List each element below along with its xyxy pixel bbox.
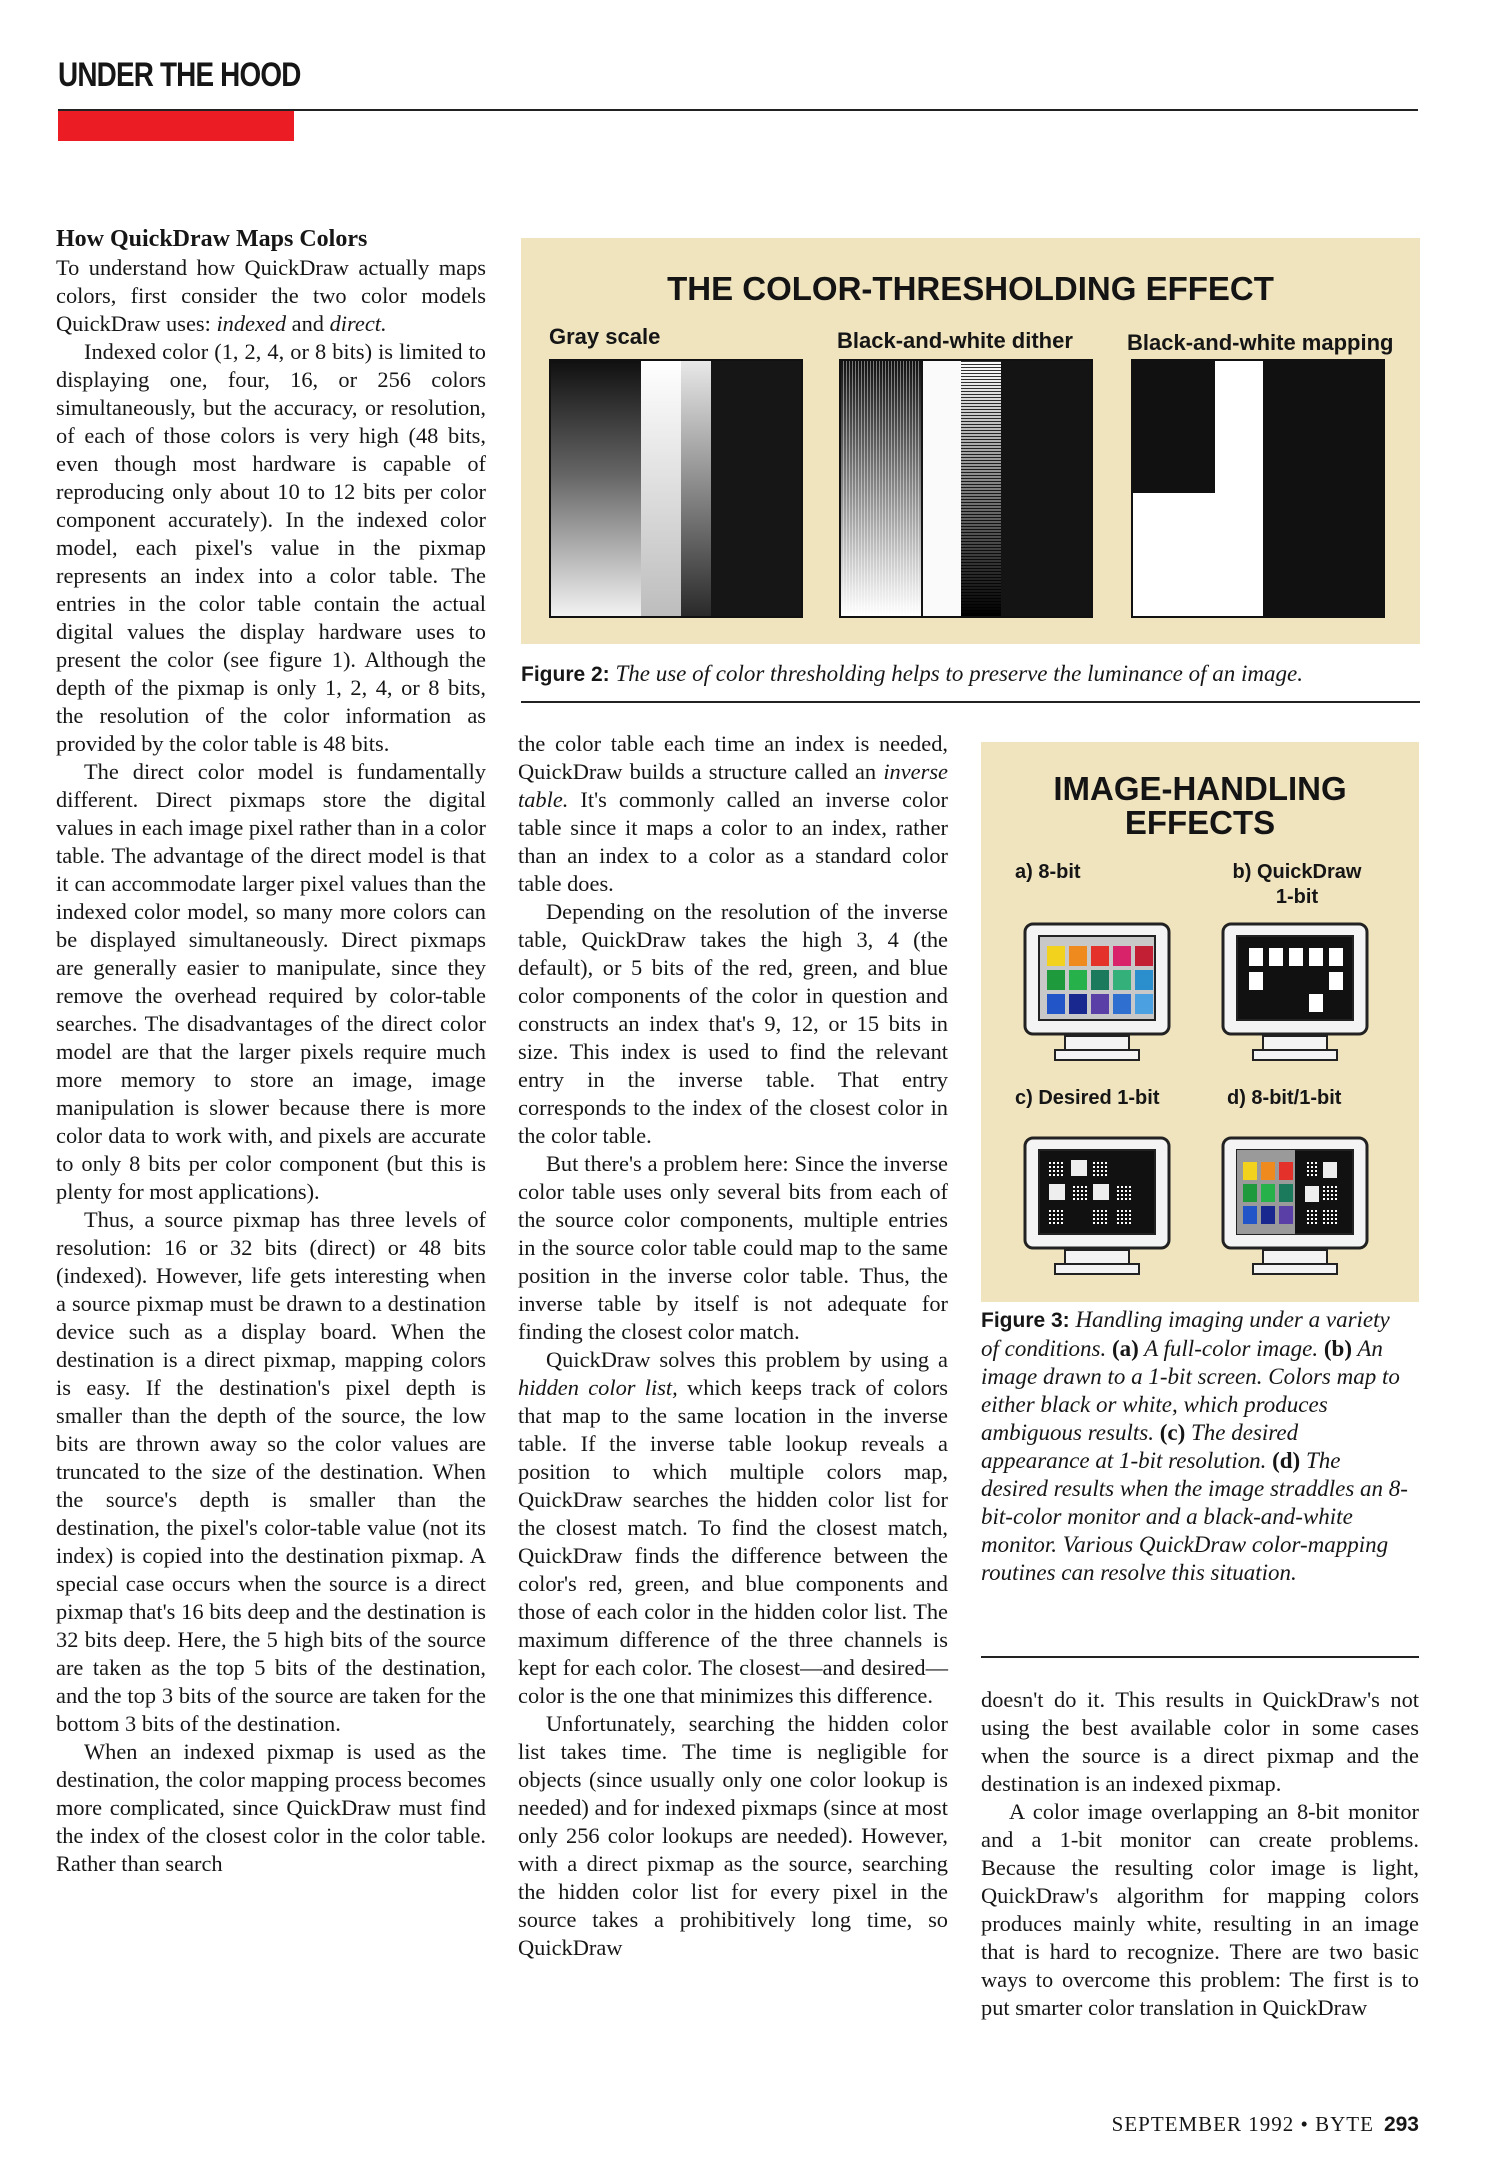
figure-3-caption: Figure 3: Handling imaging under a variety of conditions. (a) A full-color image. (b) An image drawn to a 1-bit screen. Colors map to either black or white, which produces ambiguous results. (c) The desired appearance at 1-bit resolution. (d) The desired results when the image straddles an 8-bit-color monitor and a black-and-white monitor. Various QuickDraw color-mapping routines can resolve this situation. bbox=[981, 1307, 1408, 1585]
color-swatch bbox=[1243, 1206, 1257, 1224]
paragraph: the color table each time an index is needed, QuickDraw builds a structure called an inverse table. It's commonly called an inverse color table since it maps a color to an index, rather than an index to a color as a standard color table does. bbox=[518, 731, 948, 896]
monitor-quickdraw-1-bit bbox=[1219, 916, 1371, 1066]
figure-2-caption: Figure 2: The use of color thresholding helps to preserve the luminance of an image. bbox=[521, 661, 1303, 686]
paragraph: QuickDraw solves this problem by using a hidden color list, which keeps track of colors that map to the same location in the inverse table. If the inverse table lookup reveals a position to which multiple colors map, QuickDraw searches the hidden color list for the closest match. To find the closest match, QuickDraw finds the difference between the color's red, green, and blue components and those of each color in the hidden color list. The maximum difference of the three channels is kept for each color. The closest—and desired—color is the one that minimizes this difference. bbox=[518, 1347, 948, 1708]
gray-scale-panel bbox=[549, 359, 803, 618]
monitor-8-bit bbox=[1021, 916, 1173, 1066]
color-swatch bbox=[1261, 1162, 1275, 1180]
paragraph: doesn't do it. This results in QuickDraw's not using the best available color in some cases when the source is a direct pixmap and the destination is an indexed pixmap. bbox=[981, 1687, 1419, 1796]
paragraph: A color image overlapping an 8-bit monitor and a 1-bit monitor can create problems. Because the resulting color image is light, QuickDraw's algorithm for mapping colors produces mainly white, resulting in an image that is hard to recognize. There are two basic ways to overcome this problem: The first is to put smarter color translation in QuickDraw bbox=[981, 1799, 1419, 2020]
monitor-desired-1-bit bbox=[1021, 1130, 1173, 1280]
color-swatch bbox=[1279, 1184, 1293, 1202]
color-swatch bbox=[1069, 970, 1087, 990]
label-b: b) QuickDraw 1-bit bbox=[1232, 861, 1362, 908]
issue-line: SEPTEMBER 1992 • BYTE bbox=[1111, 2112, 1374, 2136]
color-swatch bbox=[1243, 1184, 1257, 1202]
paragraph: Unfortunately, searching the hidden color list takes time. The time is negligible for objects (since usually only one color lookup is needed) and for indexed pixmaps (since at most only 256 color lookups are needed). However, with a direct pixmap as the source, searching the hidden color list for every pixel in the source takes a prohibitively long time, so QuickDraw bbox=[518, 1711, 948, 1960]
dither-panel bbox=[839, 359, 1093, 618]
label-gray-scale: Gray scale bbox=[549, 324, 661, 349]
color-swatch bbox=[1261, 1206, 1275, 1224]
color-swatch bbox=[1069, 946, 1087, 966]
paragraph: Depending on the resolution of the inverse table, QuickDraw takes the high 3, 4 (the default), or 5 bits of the red, green, and blue color components of the color in question and constructs an index that's 9, 12, or 15 bits in size. This index is used to find the relevant entry in the inverse table. That entry corresponds to the index of the closest color in the color table. bbox=[518, 899, 948, 1148]
label-a: a) 8-bit bbox=[1015, 861, 1081, 883]
figure-2-title: THE COLOR-THRESHOLDING EFFECT bbox=[667, 270, 1274, 307]
color-swatch bbox=[1243, 1162, 1257, 1180]
bw-mapping-panel bbox=[1131, 359, 1385, 618]
section-heading: How QuickDraw Maps Colors bbox=[56, 226, 368, 252]
paragraph: To understand how QuickDraw actually maps colors, first consider the two color models QuickDraw uses: indexed and direct. bbox=[56, 255, 486, 336]
color-swatch bbox=[1069, 994, 1087, 1014]
color-swatch bbox=[1091, 994, 1109, 1014]
figure-3-title: IMAGE-HANDLING EFFECTS bbox=[1053, 770, 1347, 841]
label-bw-mapping: Black-and-white mapping bbox=[1127, 330, 1394, 355]
monitor-8-bit-1-bit bbox=[1219, 1130, 1371, 1280]
label-bw-dither: Black-and-white dither bbox=[837, 328, 1073, 353]
color-swatch bbox=[1113, 970, 1131, 990]
label-d: d) 8-bit/1-bit bbox=[1227, 1087, 1342, 1109]
paragraph: The direct color model is fundamentally different. Direct pixmaps store the digital values in each image pixel rather than in a color table. The advantage of the direct model is that it can accommodate larger pixel values than the indexed color model, so many more colors can be displayed simultaneously. Direct pixmaps are generally easier to manipulate, since they remove the overhead required by color-table searches. The disadvantages of the direct color model are that the larger pixels require much more memory to store an image, image manipulation is slower because there is more color data to work with, and pixels are accurate to only 8 bits per color component (but this is plenty for most applications). bbox=[56, 759, 486, 1204]
figure-3 bbox=[981, 742, 1419, 1302]
page-footer bbox=[1112, 2112, 1419, 2137]
color-swatch bbox=[1279, 1162, 1293, 1180]
page-number: 293 bbox=[1383, 2113, 1419, 2136]
color-swatch bbox=[1113, 946, 1131, 966]
red-accent-bar bbox=[58, 111, 294, 141]
color-swatch bbox=[1091, 946, 1109, 966]
paragraph: When an indexed pixmap is used as the destination, the color mapping process becomes more complicated, since QuickDraw must find the index of the closest color in the color table. Rather than search bbox=[56, 1739, 486, 1876]
color-swatch bbox=[1261, 1184, 1275, 1202]
color-swatch bbox=[1279, 1206, 1293, 1224]
figure-3-rule bbox=[981, 1656, 1419, 1658]
color-swatch bbox=[1047, 946, 1065, 966]
figure-2 bbox=[521, 238, 1420, 644]
paragraph: But there's a problem here: Since the inverse color table uses only several bits from each of the source color components, multiple entries in the source color table could map to the same position in the inverse color table. Thus, the inverse table by itself is not adequate for finding the closest color match. bbox=[518, 1151, 948, 1344]
paragraph: Indexed color (1, 2, 4, or 8 bits) is limited to displaying one, four, 16, or 256 colors simultaneously, but the accuracy, or resolution, of each of those colors is very high (48 bits, even though most hardware is capable of reproducing only about 10 to 12 bits per color component accurately). In the indexed color model, each pixel's value in the pixmap represents an index into a color table. The entries in the color table contain the actual digital values the display hardware uses to present the color (see figure 1). Although the depth of the pixmap is only 1, 2, 4, or 8 bits, the resolution of the color information as provided by the color table is 48 bits. bbox=[56, 339, 486, 756]
color-swatch bbox=[1135, 994, 1153, 1014]
color-swatch bbox=[1135, 946, 1153, 966]
column-3 bbox=[981, 1686, 1419, 2022]
color-swatch bbox=[1113, 994, 1131, 1014]
color-swatch bbox=[1135, 970, 1153, 990]
column-1 bbox=[56, 224, 486, 1878]
label-c: c) Desired 1-bit bbox=[1015, 1087, 1160, 1109]
section-label: UNDER THE HOOD bbox=[58, 56, 301, 94]
color-swatch bbox=[1047, 994, 1065, 1014]
paragraph: Thus, a source pixmap has three levels of resolution: 16 or 32 bits (direct) or 48 bits (indexed). However, life gets interesting when a source pixmap must be drawn to a destination device such as a display board. When the destination is a direct pixmap, mapping colors is easy. If the destination's pixel depth is smaller than the depth of the source, the low bits are thrown away so the color values are truncated to the size of the destination. When the source's depth is smaller than the destination, the pixel's color-table value (not its index) is copied into the destination pixmap. A special case occurs when the source is a direct pixmap that's 16 bits deep and the destination is 32 bits deep. Here, the 5 high bits of the source are taken as the top 5 bits of the destination, and the top 3 bits of the source are taken for the bottom 3 bits of the destination. bbox=[56, 1207, 486, 1736]
color-swatch bbox=[1091, 970, 1109, 990]
color-swatch bbox=[1047, 970, 1065, 990]
column-2 bbox=[518, 730, 948, 1962]
figure-2-rule bbox=[521, 701, 1420, 703]
